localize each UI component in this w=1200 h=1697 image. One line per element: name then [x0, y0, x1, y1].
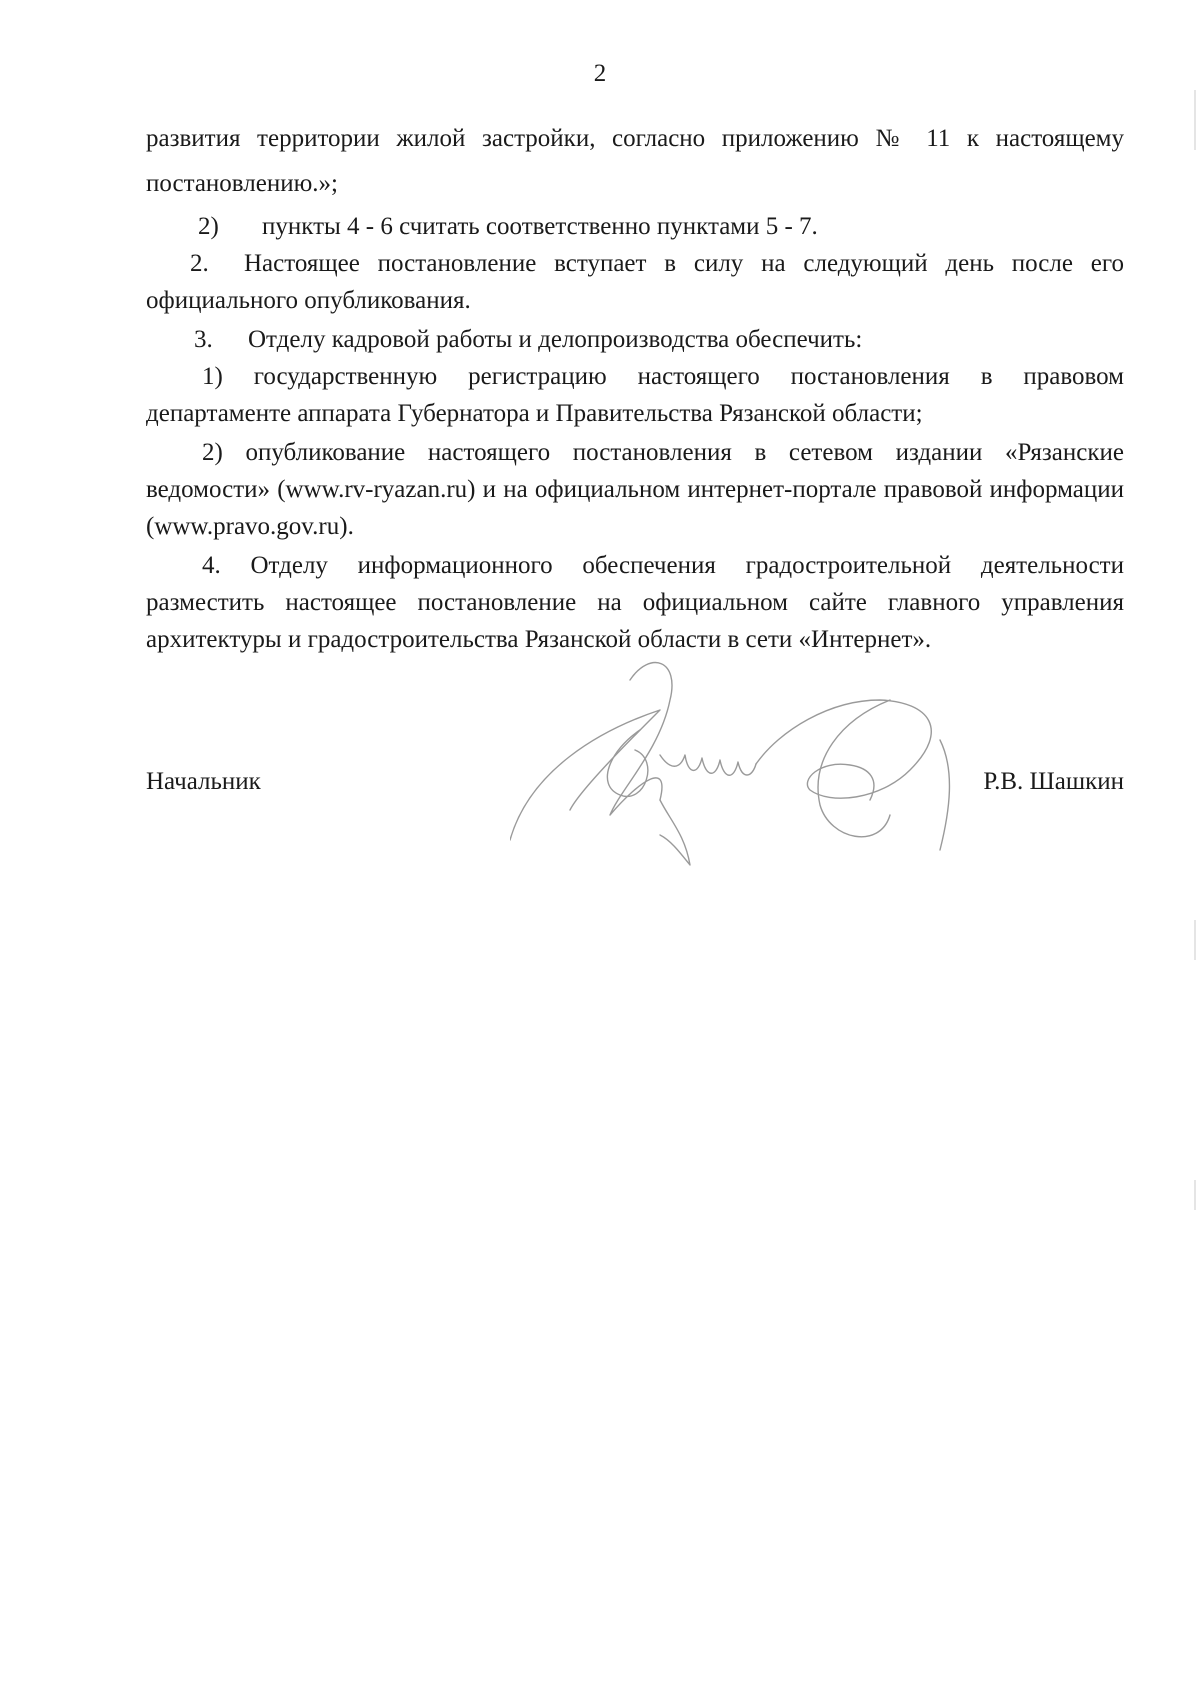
document-body — [146, 116, 1124, 660]
scan-edge-mark — [1194, 920, 1196, 960]
paragraph-text: Настоящее постановление вступает в силу на следующий день после его официального опубликования. — [146, 250, 1124, 314]
paragraph-number: 3. — [194, 326, 213, 353]
continuation-paragraph: развития территории жилой застройки, согласно приложению № 11 к настоящему постановлению.»; — [146, 125, 1124, 197]
paragraph-3 — [146, 321, 1124, 358]
paragraph-text: Отделу кадровой работы и делопроизводства обеспечить: — [248, 326, 863, 353]
paragraph-number: 2. — [190, 250, 209, 277]
handwritten-signature — [510, 640, 980, 880]
page-number: 2 — [593, 60, 607, 87]
list-item-number: 2) — [198, 213, 219, 240]
scan-edge-mark — [1194, 1180, 1196, 1210]
list-item-2 — [146, 208, 1124, 245]
scan-edge-mark — [1194, 90, 1196, 150]
paragraph-2 — [146, 245, 1124, 319]
signatory-position: Начальник — [146, 768, 261, 795]
paragraph-3-subitem-1: 1) государственную регистрацию настоящего постановления в правовом департаменте аппарата Губернатора и Правительства Рязанской области; — [146, 363, 1124, 427]
signatory-name: Р.В. Шашкин — [983, 768, 1124, 795]
paragraph-4: 4. Отделу информационного обеспечения градостроительной деятельности разместить настоящее постановление на официальном сайте главного управления архитектуры и градостроительства Рязанской области в сети «Интернет». — [146, 552, 1124, 653]
paragraph-3-subitem-2: 2) опубликование настоящего постановления в сетевом издании «Рязанские ведомости» (www.rv-ryazan.ru) и на официальном интернет-портале правовой информации (www.pravo.gov.ru). — [146, 439, 1124, 540]
list-item-text: пункты 4 - 6 считать соответственно пунктами 5 - 7. — [262, 213, 818, 240]
